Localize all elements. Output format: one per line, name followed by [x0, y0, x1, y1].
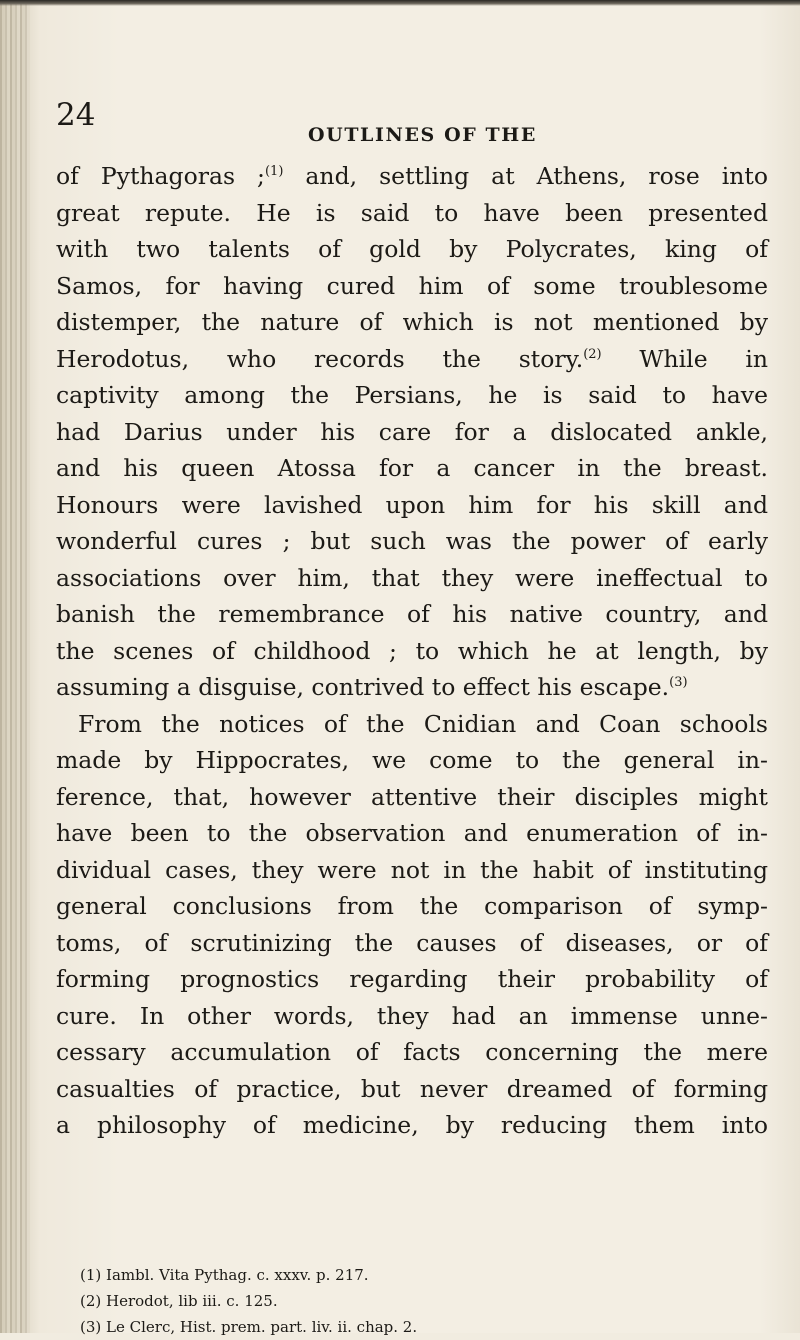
- text-line: [56, 633, 768, 670]
- text-line: [56, 523, 768, 560]
- text-line-content: Samos, for having cured him of some troublesome: [56, 271, 768, 300]
- text-line: [56, 706, 768, 743]
- text-line: [56, 961, 768, 998]
- text-line: [56, 377, 768, 414]
- text-line-content: with two talents of gold by Polycrates, king of: [56, 235, 768, 263]
- text-line: [56, 1107, 768, 1144]
- text-line: [56, 779, 768, 816]
- text-line: [56, 195, 768, 232]
- text-line-content: assuming a disguise, contrived to effect his escape.: [56, 673, 670, 701]
- body-text: [56, 158, 768, 1144]
- text-line: [56, 815, 768, 852]
- text-line-content: made by Hippocrates, we come to the general in-: [56, 746, 768, 774]
- footnote-reference: (2): [583, 346, 602, 362]
- text-line-content: From the notices of the Cnidian and Coan schools: [78, 709, 768, 738]
- text-line-content: cessary accumulation of facts concerning the mere: [56, 1038, 768, 1066]
- text-line-content: Honours were lavished upon him for his skill and: [56, 490, 768, 519]
- footnote: (3) Le Clerc, Hist. prem. part. liv. ii. chap. 2.: [80, 1318, 418, 1336]
- text-line: [56, 304, 768, 341]
- text-line-content: While in: [601, 344, 768, 373]
- text-line-content: cure. In other words, they had an immense unne-: [56, 1001, 768, 1030]
- text-line-content: captivity among the Persians, he is said to have: [56, 381, 768, 409]
- text-line: [56, 852, 768, 889]
- text-line-content: and, settling at Athens, rose into: [283, 162, 768, 190]
- text-line-content: wonderful cures ; but such was the power of early: [56, 527, 768, 555]
- text-line-content: toms, of scrutinizing the causes of diseases, or of: [56, 928, 768, 957]
- footnote-reference: (1): [264, 164, 284, 179]
- text-line: [56, 596, 768, 633]
- page-top-edge: [0, 0, 800, 6]
- text-line-content: general conclusions from the comparison of symp-: [56, 892, 768, 920]
- text-line-content: have been to the observation and enumeration of in-: [56, 819, 768, 847]
- footnotes: [80, 1262, 417, 1340]
- text-line-content: banish the remembrance of his native country, and: [56, 600, 768, 628]
- text-line: [56, 341, 768, 378]
- page-number: 24: [56, 97, 96, 133]
- text-line: [56, 158, 768, 195]
- text-line: [56, 925, 768, 962]
- text-line: [56, 998, 768, 1035]
- text-line-content: ference, that, however attentive their disciples might: [56, 782, 768, 811]
- page-gutter: [0, 0, 30, 1333]
- footnote-reference: (3): [669, 675, 688, 690]
- text-line: [56, 669, 768, 706]
- text-line: [56, 1034, 768, 1071]
- text-line-content: dividual cases, they were not in the habit of instituting: [56, 855, 768, 884]
- text-line-content: forming prognostics regarding their probability of: [56, 965, 768, 993]
- text-line-content: Herodotus, who records the story.: [56, 344, 584, 373]
- text-line-content: distemper, the nature of which is not mentioned by: [56, 308, 768, 336]
- text-line: [56, 231, 768, 268]
- footnote: (2) Herodot, lib iii. c. 125.: [80, 1292, 278, 1310]
- text-line: [56, 560, 768, 597]
- running-head: OUTLINES OF THE: [308, 124, 537, 146]
- text-line: [56, 450, 768, 487]
- footnote: (1) Iambl. Vita Pythag. c. xxxv. p. 217.: [80, 1266, 369, 1284]
- text-line: [56, 487, 768, 524]
- text-line: [56, 414, 768, 451]
- text-line-content: associations over him, that they were ineffectual to: [56, 563, 768, 592]
- text-line-content: great repute. He is said to have been presented: [56, 198, 768, 227]
- text-line-content: casualties of practice, but never dreamed of forming: [56, 1074, 768, 1103]
- text-line-content: and his queen Atossa for a cancer in the breast.: [56, 454, 768, 482]
- text-line-content: the scenes of childhood ; to which he at length, by: [56, 636, 768, 665]
- text-line-content: had Darius under his care for a dislocated ankle,: [56, 417, 768, 446]
- text-line-content: of Pythagoras ;: [56, 162, 265, 190]
- text-line: [56, 888, 768, 925]
- text-line-content: a philosophy of medicine, by reducing them into: [56, 1111, 768, 1139]
- text-line: [56, 1071, 768, 1108]
- text-line: [56, 268, 768, 305]
- text-line: [56, 742, 768, 779]
